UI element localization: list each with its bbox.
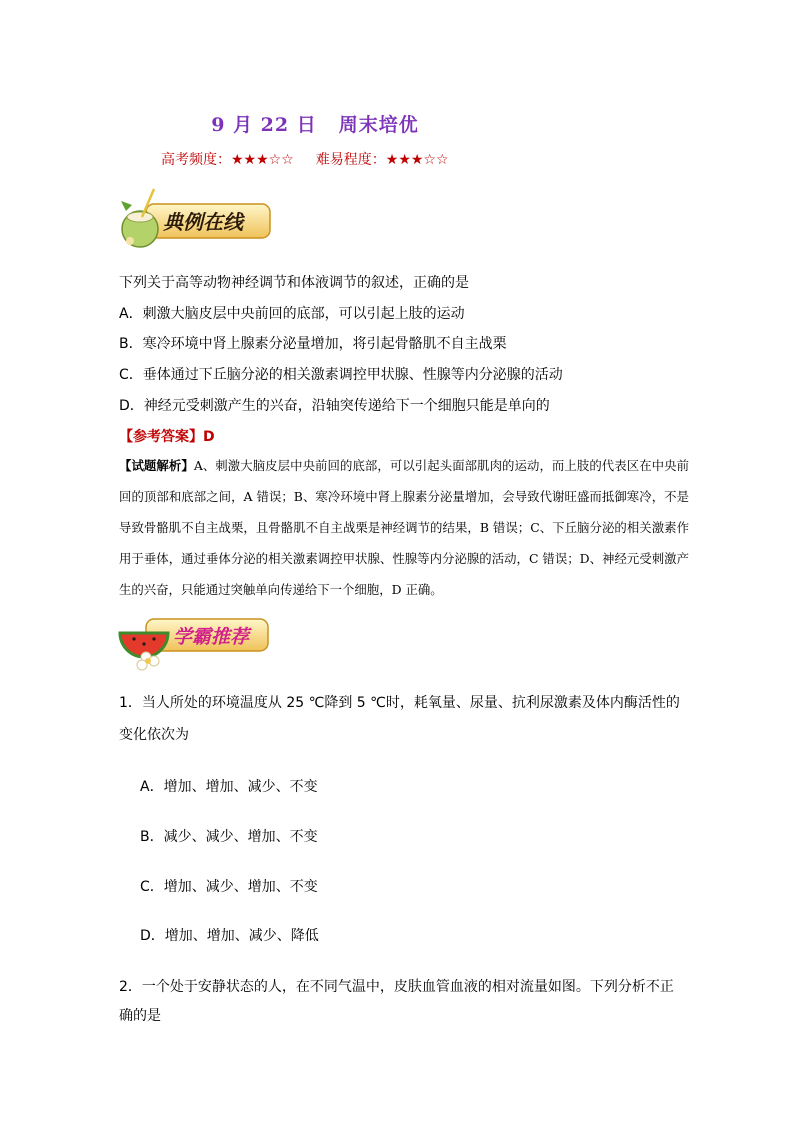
- q1-option-d: D．增加、增加、减少、降低: [140, 928, 319, 944]
- example-option-b: B．寒冷环境中肾上腺素分泌量增加，将引起骨骼肌不自主战栗: [119, 336, 507, 352]
- example-badge-text: 典例在线: [163, 210, 243, 234]
- example-badge: [118, 183, 274, 253]
- example-option-d: D．神经元受刺激产生的兴奋，沿轴突传递给下一个细胞只能是单向的: [119, 398, 550, 414]
- coconut-drink-icon: [121, 189, 158, 247]
- q2-stem-line2: 确的是: [119, 1008, 161, 1024]
- example-option-c: C．垂体通过下丘脑分泌的相关激素调控甲状腺、性腺等内分泌腺的活动: [119, 367, 563, 383]
- frequency-label: 高考频度：: [161, 152, 231, 168]
- example-question: 下列关于高等动物神经调节和体液调节的叙述，正确的是: [119, 275, 469, 291]
- q1-stem-line1: 1．当人所处的环境温度从 25 ℃降到 5 ℃时，耗氧量、尿量、抗利尿激素及体内酶活性的: [119, 695, 680, 711]
- title-text: 周末培优: [338, 114, 419, 136]
- answer-line: 【参考答案】D: [119, 429, 215, 445]
- q1-stem-line2: 变化依次为: [119, 727, 189, 743]
- page-title: [0, 110, 630, 137]
- example-option-a: A．刺激大脑皮层中央前回的底部，可以引起上肢的运动: [119, 306, 465, 322]
- difficulty-stars: ★★★☆☆: [385, 152, 449, 168]
- title-date: 9 月 22 日: [211, 114, 317, 136]
- rating-line: [161, 149, 449, 169]
- analysis-paragraph: [119, 450, 689, 605]
- frequency-stars: ★★★☆☆: [231, 152, 294, 168]
- recommend-badge-text: 学霸推荐: [173, 626, 250, 648]
- q1-option-b: B．减少、减少、增加、不变: [140, 829, 318, 845]
- recommend-badge: [118, 611, 274, 671]
- q1-option-c: C．增加、减少、增加、不变: [140, 879, 318, 895]
- q2-stem-line1: 2．一个处于安静状态的人，在不同气温中，皮肤血管血液的相对流量如图。下列分析不正: [119, 979, 674, 995]
- q1-option-a: A．增加、增加、减少、不变: [140, 779, 318, 795]
- analysis-text: A、刺激大脑皮层中央前回的底部，可以引起头面部肌肉的运动，而上肢的代表区在中央前回的顶部和底部之间，A 错误；B、寒冷环境中肾上腺素分泌量增加，会导致代谢旺盛而抵御寒冷，不是导致骨骼肌不自主战栗，且骨骼肌不自主战栗是神经调节的结果，B 错误；C、下丘脑分泌的相关激素作用于垂体，通过垂体分泌的相关激素调控甲状腺、性腺等内分泌腺的活动，C 错误；D、神经元受刺激产生的兴奋，只能通过突触单向传递给下一个细胞，D 正确。: [119, 458, 690, 597]
- difficulty-label: 难易程度：: [315, 152, 386, 168]
- analysis-label: 【试题解析】: [119, 458, 194, 473]
